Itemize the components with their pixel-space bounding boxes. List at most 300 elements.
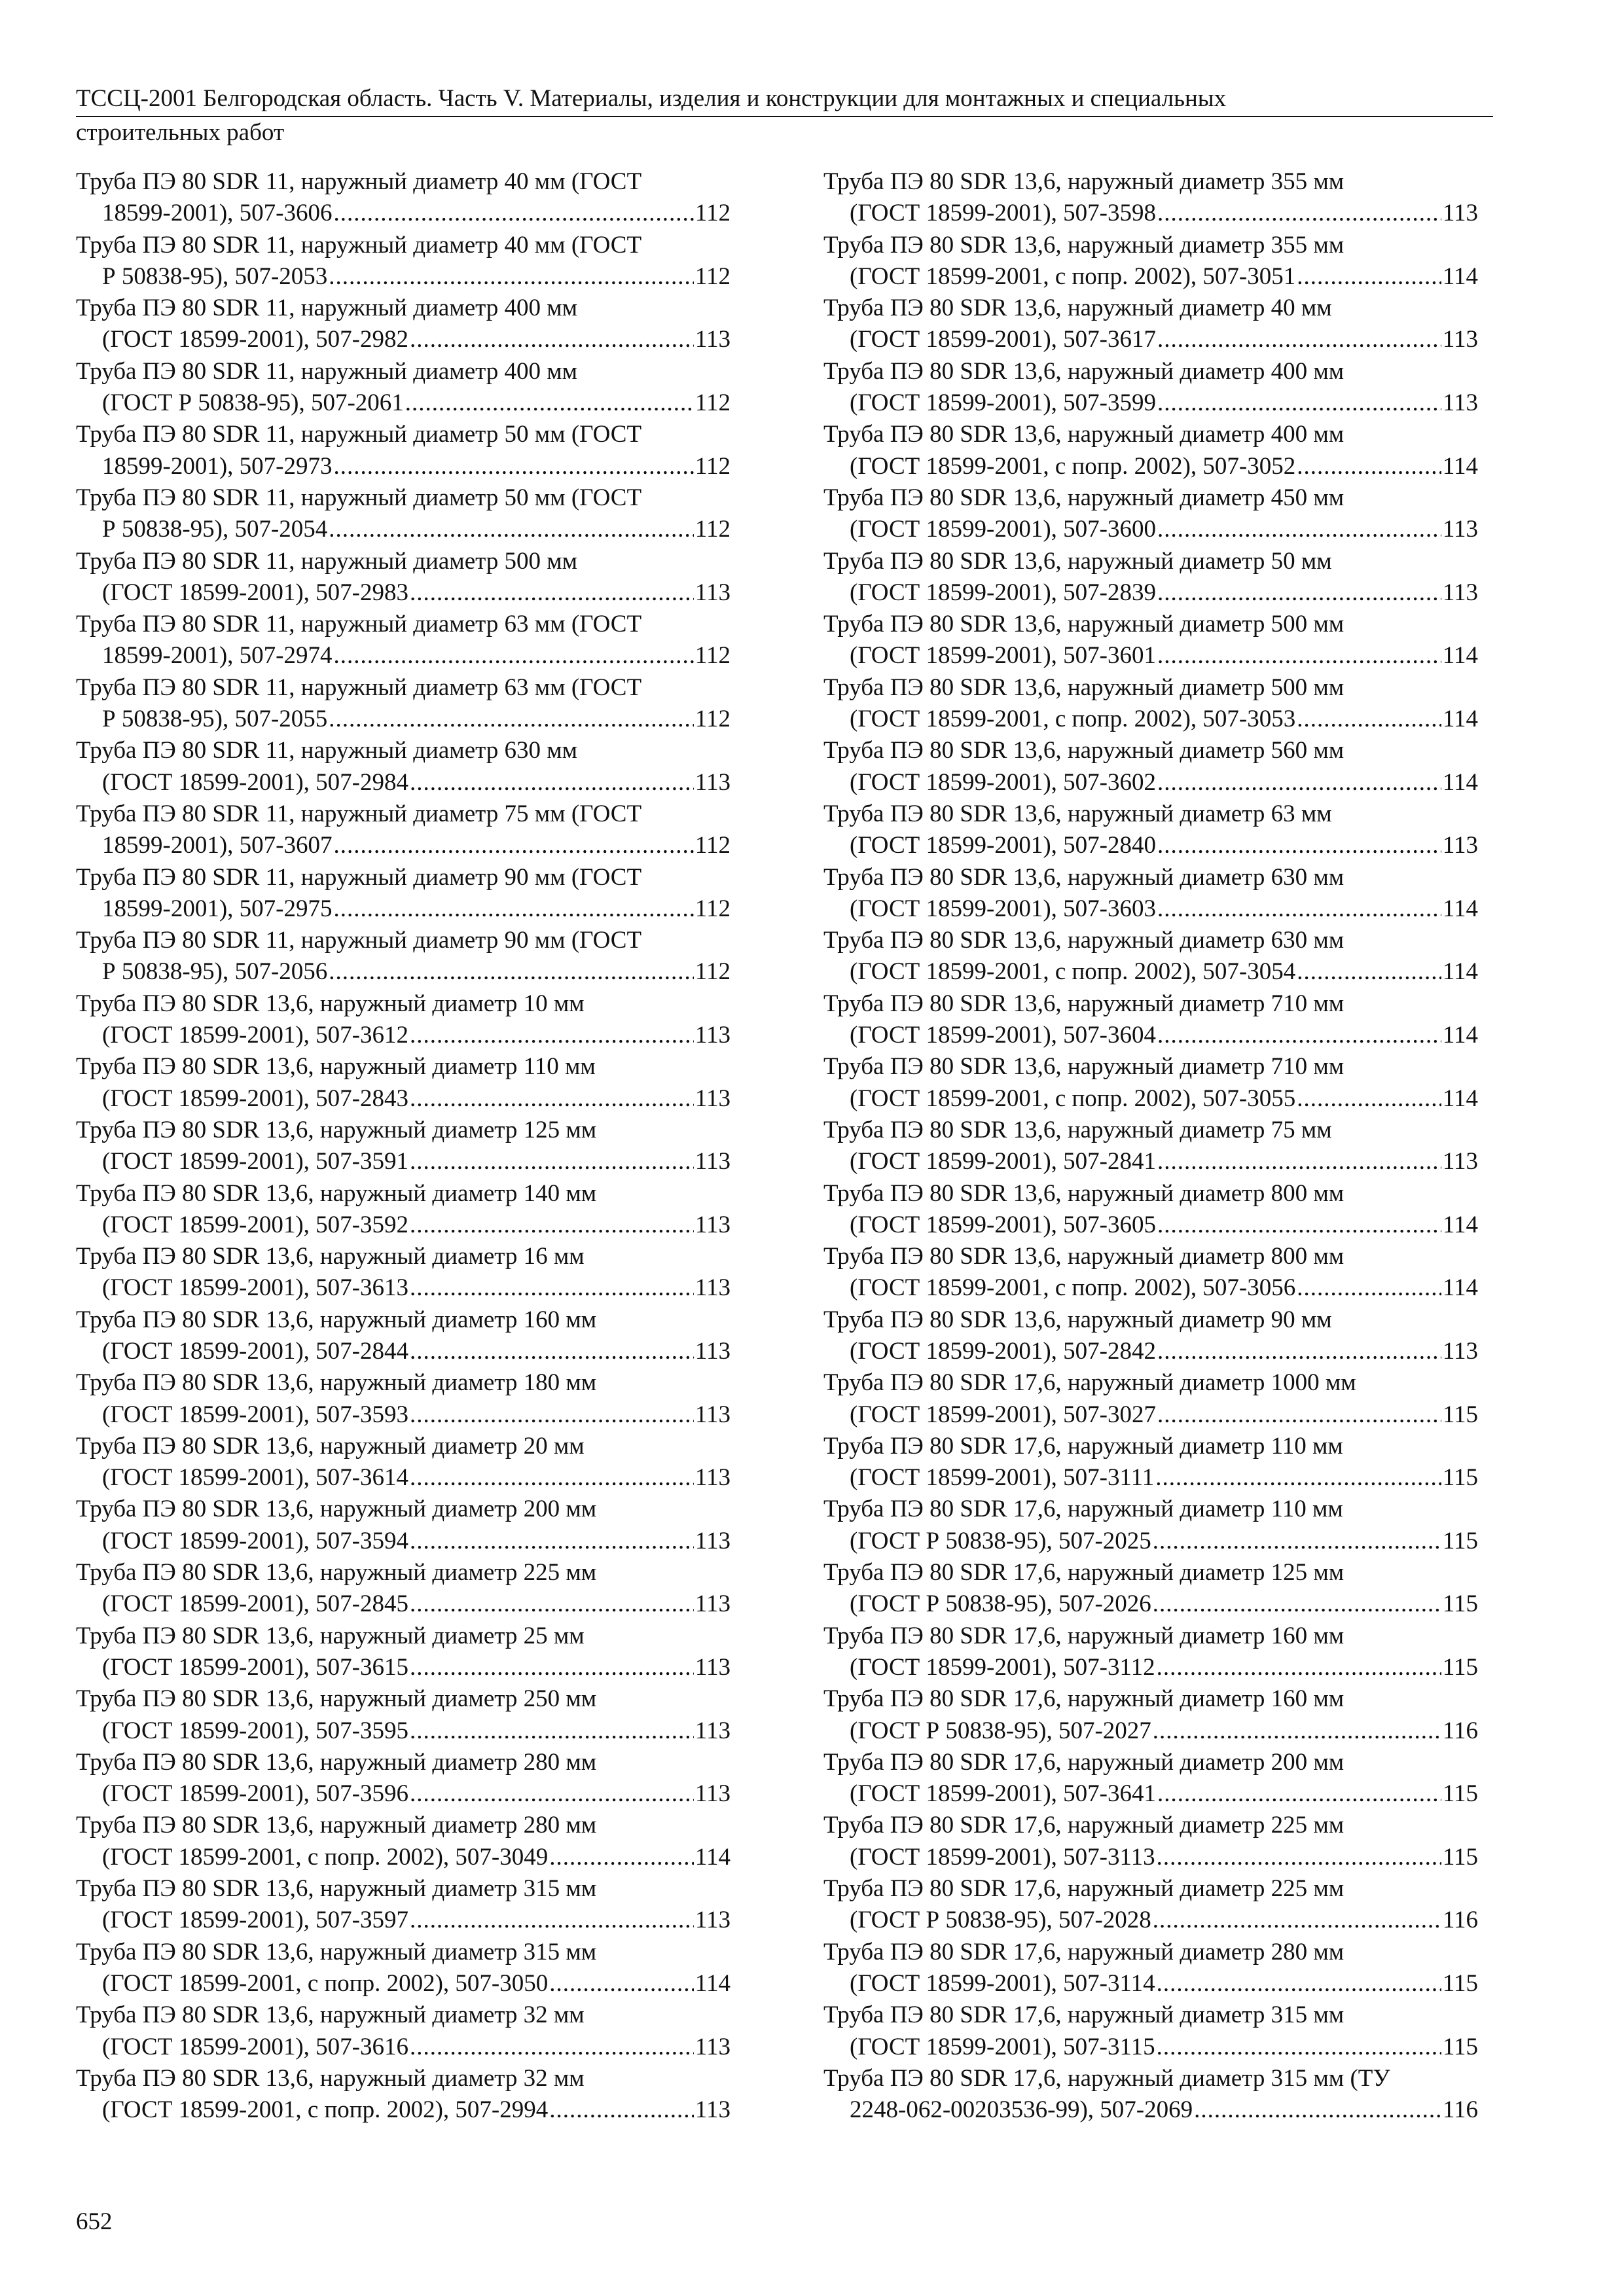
index-entry-title: Труба ПЭ 80 SDR 13,6, наружный диаметр 630 мм [823,927,1344,954]
index-entry-code: (ГОСТ 18599-2001), 507-3592 [102,1211,408,1238]
index-entry-code: (ГОСТ 18599-2001), 507-3602 [850,768,1156,796]
index-entry [76,356,731,420]
index-entry-code: (ГОСТ 18599-2001), 507-2983 [102,579,408,606]
index-entry [823,1051,1478,1115]
index-entry-title: Труба ПЭ 80 SDR 13,6, наружный диаметр 180 мм [76,1369,597,1397]
index-column-left [76,166,731,2126]
index-entry-page: 113 [1442,1148,1478,1175]
index-entry-continuation [823,1272,1478,1304]
dot-leader [410,1272,694,1304]
index-entry-page: 113 [1442,200,1478,227]
dot-leader [333,451,693,482]
index-entry-code: (ГОСТ 18599-2001), 507-3614 [102,1464,408,1492]
index-entry [823,1621,1478,1684]
index-entry-continuation [823,2032,1478,2063]
index-entry [76,1494,731,1557]
index-entry-title: Труба ПЭ 80 SDR 13,6, наружный диаметр 800 мм [823,1179,1344,1207]
index-entry-title: Труба ПЭ 80 SDR 17,6, наружный диаметр 1000 мм [823,1369,1356,1397]
dot-leader [1157,387,1441,419]
index-entry-title: Труба ПЭ 80 SDR 11, наружный диаметр 63 мм (ГОСТ [76,611,642,638]
index-entry-page: 113 [695,1337,731,1365]
index-entry [823,988,1478,1052]
index-entry-page: 113 [695,1085,731,1112]
index-entry-page: 113 [695,1780,731,1808]
index-entry-page: 115 [1442,1843,1478,1871]
index-entry-title: Труба ПЭ 80 SDR 13,6, наружный диаметр 630 мм [823,863,1344,891]
index-entry [76,1810,731,1873]
index-entry-code: (ГОСТ Р 50838-95), 507-2061 [102,389,404,417]
index-entry-title: Труба ПЭ 80 SDR 13,6, наружный диаметр 20 мм [76,1432,585,1460]
index-entry-title: Труба ПЭ 80 SDR 13,6, наружный диаметр 560 мм [823,737,1344,764]
dot-leader [1157,1778,1441,1810]
dot-leader [549,1842,694,1873]
index-entry-continuation [823,830,1478,861]
index-entry-title: Труба ПЭ 80 SDR 11, наружный диаметр 630 мм [76,737,578,764]
index-entry-title: Труба ПЭ 80 SDR 11, наружный диаметр 400 мм [76,357,578,385]
index-entry-continuation [823,1588,1478,1620]
index-entry [76,1241,731,1304]
index-entry-page: 112 [695,262,731,290]
index-entry-page: 114 [1442,958,1478,986]
index-entry-continuation [76,640,731,672]
index-entry [823,1873,1478,1937]
index-entry [823,735,1478,798]
index-entry [823,1241,1478,1304]
index-entry-page: 114 [1442,706,1478,733]
index-entry-code: 18599-2001), 507-3607 [102,832,333,859]
index-entry-title: Труба ПЭ 80 SDR 13,6, наружный диаметр 32 мм [76,2001,585,2029]
running-header [76,84,1493,147]
index-entry-page: 113 [1442,579,1478,606]
dot-leader [1157,1210,1441,1241]
index-entry-code: (ГОСТ 18599-2001), 507-3591 [102,1148,408,1175]
index-entry-continuation [76,1083,731,1115]
index-entry-page: 113 [695,1717,731,1744]
index-entry-continuation [823,1083,1478,1115]
index-entry [823,1683,1478,1747]
dot-leader [410,1020,694,1051]
index-entry-code: 18599-2001), 507-2973 [102,452,333,480]
dot-leader [1157,514,1441,545]
index-entry-code: (ГОСТ 18599-2001, с попр. 2002), 507-3054 [850,958,1296,986]
index-entry-title: Труба ПЭ 80 SDR 13,6, наружный диаметр 75 мм [823,1116,1332,1143]
index-entry-title: Труба ПЭ 80 SDR 13,6, наружный диаметр 32 мм [76,2064,585,2092]
index-entry-title: Труба ПЭ 80 SDR 17,6, наружный диаметр 160 мм [823,1622,1344,1649]
index-entry-continuation [823,198,1478,229]
index-entry-code: (ГОСТ Р 50838-95), 507-2025 [850,1527,1151,1554]
index-entry-title: Труба ПЭ 80 SDR 13,6, наружный диаметр 63 мм [823,800,1332,827]
dot-leader [1157,1968,1441,2000]
index-entry-title: Труба ПЭ 80 SDR 13,6, наружный диаметр 25 мм [76,1622,585,1649]
index-entry [823,482,1478,546]
index-entry-title: Труба ПЭ 80 SDR 13,6, наружный диаметр 16 мм [76,1243,585,1270]
dot-leader [1153,1588,1441,1620]
index-entry-page: 113 [695,768,731,796]
index-entry-page: 113 [695,579,731,606]
index-entry [823,1367,1478,1431]
index-entry-code: (ГОСТ 18599-2001), 507-3600 [850,516,1156,543]
header-title-line: ТССЦ-2001 Белгородская область. Часть V. Материалы, изделия и конструкции для монтажных и специальных [76,84,1493,117]
index-entry-title: Труба ПЭ 80 SDR 13,6, наружный диаметр 250 мм [76,1685,597,1713]
index-entry-title: Труба ПЭ 80 SDR 17,6, наружный диаметр 200 мм [823,1748,1344,1776]
index-entry-continuation [76,514,731,545]
dot-leader [410,2032,694,2063]
index-entry-continuation [76,451,731,482]
index-entry-continuation [823,1526,1478,1557]
index-entry-page: 112 [695,452,731,480]
index-entry-code: Р 50838-95), 507-2054 [102,516,328,543]
dot-leader [1157,1336,1441,1367]
dot-leader [410,1526,694,1557]
index-entry-code: 18599-2001), 507-3606 [102,200,333,227]
index-entry-continuation [823,1462,1478,1494]
index-entry [823,1937,1478,2000]
index-entry-code: (ГОСТ 18599-2001, с попр. 2002), 507-3055 [850,1085,1296,1112]
index-entry-title: Труба ПЭ 80 SDR 13,6, наружный диаметр 40 мм [823,295,1332,322]
index-entry-page: 113 [695,2033,731,2060]
index-entry-continuation [76,2032,731,2063]
index-entry-code: (ГОСТ 18599-2001), 507-3027 [850,1401,1156,1428]
index-entry-page: 113 [1442,389,1478,417]
index-entry-title: Труба ПЭ 80 SDR 13,6, наружный диаметр 160 мм [76,1306,597,1333]
index-entry-title: Труба ПЭ 80 SDR 13,6, наружный диаметр 800 мм [823,1243,1344,1270]
index-entry [823,1431,1478,1494]
index-entry-code: (ГОСТ Р 50838-95), 507-2026 [850,1590,1151,1618]
index-entry [823,798,1478,862]
index-entry-page: 113 [695,1590,731,1618]
dot-leader [410,1083,694,1115]
dot-leader [1297,704,1441,735]
index-entry-title: Труба ПЭ 80 SDR 13,6, наружный диаметр 315 мм [76,1875,597,1903]
index-entry [76,293,731,356]
dot-leader [1157,830,1441,861]
index-entry-title: Труба ПЭ 80 SDR 11, наружный диаметр 63 мм (ГОСТ [76,673,642,701]
dot-leader [410,1336,694,1367]
index-entry-continuation [76,1462,731,1494]
dot-leader [1157,1399,1441,1431]
index-entry-title: Труба ПЭ 80 SDR 13,6, наружный диаметр 280 мм [76,1812,597,1839]
index-entry-title: Труба ПЭ 80 SDR 11, наружный диаметр 40 мм (ГОСТ [76,231,642,259]
index-entry-continuation [823,1336,1478,1367]
index-entry-title: Труба ПЭ 80 SDR 17,6, наружный диаметр 315 мм (ТУ [823,2064,1390,2092]
dot-leader [410,1778,694,1810]
index-entry-code: (ГОСТ 18599-2001), 507-3616 [102,2033,408,2060]
index-entry-code: (ГОСТ 18599-2001), 507-3112 [850,1653,1155,1681]
index-entry-code: (ГОСТ 18599-2001, с попр. 2002), 507-3050 [102,1969,549,1997]
index-entry-continuation [76,1399,731,1431]
index-entry [823,546,1478,609]
index-entry [823,166,1478,230]
dot-leader [1157,767,1441,798]
index-entry-code: (ГОСТ 18599-2001), 507-3615 [102,1653,408,1681]
index-entry-code: (ГОСТ Р 50838-95), 507-2027 [850,1717,1151,1744]
index-entry-code: 2248-062-00203536-99), 507-2069 [850,2096,1193,2124]
index-entry-code: (ГОСТ 18599-2001), 507-3594 [102,1527,408,1554]
index-entry-code: (ГОСТ 18599-2001), 507-3599 [850,389,1156,417]
dot-leader [410,1588,694,1620]
page-number: 652 [76,2208,113,2235]
index-entry-code: (ГОСТ 18599-2001), 507-3596 [102,1780,408,1808]
index-entry-page: 112 [695,642,731,670]
index-entry-page: 115 [1442,1653,1478,1681]
index-entry-page: 115 [1442,1527,1478,1554]
index-entry-continuation [823,1715,1478,1747]
index-entry-title: Труба ПЭ 80 SDR 17,6, наружный диаметр 225 мм [823,1875,1344,1903]
index-entry-page: 113 [695,1907,731,1934]
dot-leader [333,830,693,861]
dot-leader [1157,1146,1441,1177]
index-entry-title: Труба ПЭ 80 SDR 17,6, наружный диаметр 280 мм [823,1938,1344,1965]
index-entry-continuation [76,261,731,293]
index-entry-code: (ГОСТ 18599-2001, с попр. 2002), 507-2994 [102,2096,549,2124]
index-entry-page: 112 [695,832,731,859]
index-entry-title: Труба ПЭ 80 SDR 13,6, наружный диаметр 90 мм [823,1306,1332,1333]
dot-leader [410,1399,694,1431]
index-entry-code: (ГОСТ 18599-2001), 507-3595 [102,1717,408,1744]
index-entry [823,1557,1478,1621]
index-entry-page: 114 [695,1969,731,1997]
index-entry [76,1747,731,1810]
index-entry [76,1051,731,1115]
index-entry-continuation [823,387,1478,419]
dot-leader [1297,1272,1441,1304]
index-entry-page: 114 [695,1843,731,1871]
dot-leader [1153,1905,1441,1936]
index-entry-continuation [823,1842,1478,1873]
dot-leader [410,1462,694,1494]
index-entry [76,1873,731,1937]
index-entry-title: Труба ПЭ 80 SDR 11, наружный диаметр 90 мм (ГОСТ [76,863,642,891]
dot-leader [410,324,694,355]
index-entry [76,2063,731,2126]
index-entry-page: 112 [695,516,731,543]
index-entry-continuation [76,1272,731,1304]
dot-leader [1297,956,1441,988]
dot-leader [329,704,694,735]
index-entry-title: Труба ПЭ 80 SDR 13,6, наружный диаметр 125 мм [76,1116,597,1143]
index-entry [76,230,731,293]
index-entry-title: Труба ПЭ 80 SDR 11, наружный диаметр 90 мм (ГОСТ [76,927,642,954]
index-entry-title: Труба ПЭ 80 SDR 17,6, наружный диаметр 110 мм [823,1432,1343,1460]
index-entry-page: 114 [1442,452,1478,480]
index-entry-page: 115 [1442,1590,1478,1618]
index-entry-title: Труба ПЭ 80 SDR 13,6, наружный диаметр 110 мм [76,1053,596,1081]
index-entry-continuation [76,1968,731,2000]
index-entry-code: (ГОСТ Р 50838-95), 507-2028 [850,1907,1151,1934]
index-entry-continuation [76,830,731,861]
index-entry-code: (ГОСТ 18599-2001), 507-2840 [850,832,1156,859]
dot-leader [410,1905,694,1936]
index-entry [76,798,731,862]
index-entry-code: (ГОСТ 18599-2001, с попр. 2002), 507-3051 [850,262,1296,290]
index-entry [823,1178,1478,1242]
dot-leader [549,2094,694,2126]
index-entry-continuation [76,324,731,355]
index-entry-page: 116 [1442,1907,1478,1934]
index-entry-continuation [823,2094,1478,2126]
index-entry-code: (ГОСТ 18599-2001), 507-2982 [102,326,408,353]
index-entry-page: 112 [695,958,731,986]
dot-leader [549,1968,694,2000]
index-entry-continuation [76,1210,731,1241]
index-entry-title: Труба ПЭ 80 SDR 11, наружный диаметр 400 мм [76,295,578,322]
index-entry-code: (ГОСТ 18599-2001), 507-2984 [102,768,408,796]
index-entry-page: 113 [695,1401,731,1428]
index-entry-continuation [76,1588,731,1620]
index-entry-continuation [76,956,731,988]
index-entry-continuation [823,577,1478,609]
index-entry [76,1367,731,1431]
index-entry-continuation [76,893,731,925]
index-entry-page: 113 [695,326,731,353]
index-entry-code: (ГОСТ 18599-2001), 507-2841 [850,1148,1156,1175]
index-entry-code: (ГОСТ 18599-2001), 507-3641 [850,1780,1156,1808]
index-entry-continuation [823,1968,1478,2000]
index-entry-title: Труба ПЭ 80 SDR 13,6, наружный диаметр 200 мм [76,1496,597,1523]
index-entry-page: 113 [695,1211,731,1238]
dot-leader [1157,1652,1441,1683]
index-entry-code: (ГОСТ 18599-2001), 507-3598 [850,200,1156,227]
index-entry-code: (ГОСТ 18599-2001), 507-3617 [850,326,1156,353]
index-entry-page: 113 [695,1653,731,1681]
index-entry [823,419,1478,482]
index-entry-code: (ГОСТ 18599-2001), 507-3114 [850,1969,1155,1997]
index-entry [823,1304,1478,1368]
index-entry [823,293,1478,356]
index-entry-page: 112 [695,706,731,733]
index-entry-page: 114 [1442,1022,1478,1049]
dot-leader [410,577,694,609]
index-entry-title: Труба ПЭ 80 SDR 13,6, наружный диаметр 710 мм [823,1053,1344,1081]
index-entry [76,925,731,988]
dot-leader [333,893,693,925]
dot-leader [333,198,693,229]
index-entry [823,1810,1478,1873]
index-entry-code: Р 50838-95), 507-2053 [102,262,328,290]
index-entry-title: Труба ПЭ 80 SDR 17,6, наружный диаметр 160 мм [823,1685,1344,1713]
index-entry-page: 114 [1442,1274,1478,1302]
index-entry-page: 113 [1442,1337,1478,1365]
dot-leader [1157,198,1441,229]
index-entry-title: Труба ПЭ 80 SDR 11, наружный диаметр 500 мм [76,547,578,575]
index-entry-page: 113 [695,1022,731,1049]
index-entry-continuation [823,956,1478,988]
index-entry-title: Труба ПЭ 80 SDR 11, наружный диаметр 40 мм (ГОСТ [76,168,642,195]
index-entry-continuation [823,1020,1478,1051]
index-entry-page: 112 [695,200,731,227]
index-entry-page: 113 [695,1148,731,1175]
index-entry-continuation [76,198,731,229]
dot-leader [1157,1842,1441,1873]
index-entry [823,1494,1478,1557]
index-entry-continuation [823,893,1478,925]
index-entry-title: Труба ПЭ 80 SDR 13,6, наружный диаметр 315 мм [76,1938,597,1965]
index-entry-code: (ГОСТ 18599-2001), 507-3612 [102,1022,408,1049]
dot-leader [329,514,694,545]
index-entry [76,1115,731,1178]
index-entry [823,672,1478,736]
dot-leader [1155,1462,1441,1494]
index-entry-page: 115 [1442,1780,1478,1808]
index-entry-continuation [76,1778,731,1810]
index-entry-continuation [76,387,731,419]
index-entry-code: (ГОСТ 18599-2001), 507-3604 [850,1022,1156,1049]
index-entry [76,1304,731,1368]
index-entry-code: (ГОСТ 18599-2001), 507-3113 [850,1843,1155,1871]
index-entry-code: (ГОСТ 18599-2001), 507-2842 [850,1337,1156,1365]
index-entry [76,1621,731,1684]
index-entry-continuation [76,767,731,798]
index-entry-continuation [76,1715,731,1747]
index-entry [823,1747,1478,1810]
index-entry-title: Труба ПЭ 80 SDR 13,6, наружный диаметр 400 мм [823,421,1344,448]
index-entry-code: (ГОСТ 18599-2001, с попр. 2002), 507-3052 [850,452,1296,480]
index-entry-code: 18599-2001), 507-2974 [102,642,333,670]
dot-leader [410,767,694,798]
index-entry [76,1431,731,1494]
dot-leader [1153,1715,1441,1747]
index-entry [76,166,731,230]
dot-leader [1194,2094,1441,2126]
index-entry [76,2000,731,2063]
index-entry [76,1557,731,1621]
index-entry [823,230,1478,293]
index-entry-code: (ГОСТ 18599-2001, с попр. 2002), 507-3053 [850,706,1296,733]
index-entry-title: Труба ПЭ 80 SDR 13,6, наружный диаметр 280 мм [76,1748,597,1776]
index-entry-page: 112 [695,389,731,417]
index-entry-page: 113 [1442,516,1478,543]
dot-leader [1157,2032,1441,2063]
index-entry-code: (ГОСТ 18599-2001), 507-2843 [102,1085,408,1112]
index-entry-page: 115 [1442,1969,1478,1997]
index-entry-code: (ГОСТ 18599-2001), 507-2839 [850,579,1156,606]
index-entry-page: 112 [695,895,731,922]
index-entry [76,1937,731,2000]
index-entry-continuation [823,1146,1478,1177]
index-entry-continuation [823,261,1478,293]
dot-leader [1297,451,1441,482]
index-entry-page: 115 [1442,2033,1478,2060]
index-entry-continuation [76,1020,731,1051]
index-entry-continuation [76,1146,731,1177]
index-entry-continuation [823,451,1478,482]
index-entry-title: Труба ПЭ 80 SDR 13,6, наружный диаметр 50 мм [823,547,1332,575]
index-entry-continuation [823,1652,1478,1683]
index-entry-continuation [823,324,1478,355]
index-entry-code: (ГОСТ 18599-2001), 507-3601 [850,642,1156,670]
index-entry-code: (ГОСТ 18599-2001), 507-3111 [850,1464,1155,1492]
index-entry-continuation [76,577,731,609]
dot-leader [1157,577,1441,609]
dot-leader [1157,640,1441,672]
index-entry [76,735,731,798]
index-entry-title: Труба ПЭ 80 SDR 13,6, наружный диаметр 400 мм [823,357,1344,385]
index-entry-page: 114 [1442,262,1478,290]
index-entry-continuation [823,1778,1478,1810]
index-entry-code: 18599-2001), 507-2975 [102,895,333,922]
index-entry-title: Труба ПЭ 80 SDR 13,6, наружный диаметр 710 мм [823,990,1344,1017]
index-entry-code: (ГОСТ 18599-2001), 507-3603 [850,895,1156,922]
index-entry-continuation [76,1336,731,1367]
index-entry-page: 114 [1442,1085,1478,1112]
index-entry [76,546,731,609]
index-entry [823,925,1478,988]
index-entry-continuation [823,1905,1478,1936]
index-entry [76,862,731,925]
index-entry [823,1115,1478,1178]
index-entry-continuation [76,1526,731,1557]
index-entry-title: Труба ПЭ 80 SDR 13,6, наружный диаметр 500 мм [823,611,1344,638]
